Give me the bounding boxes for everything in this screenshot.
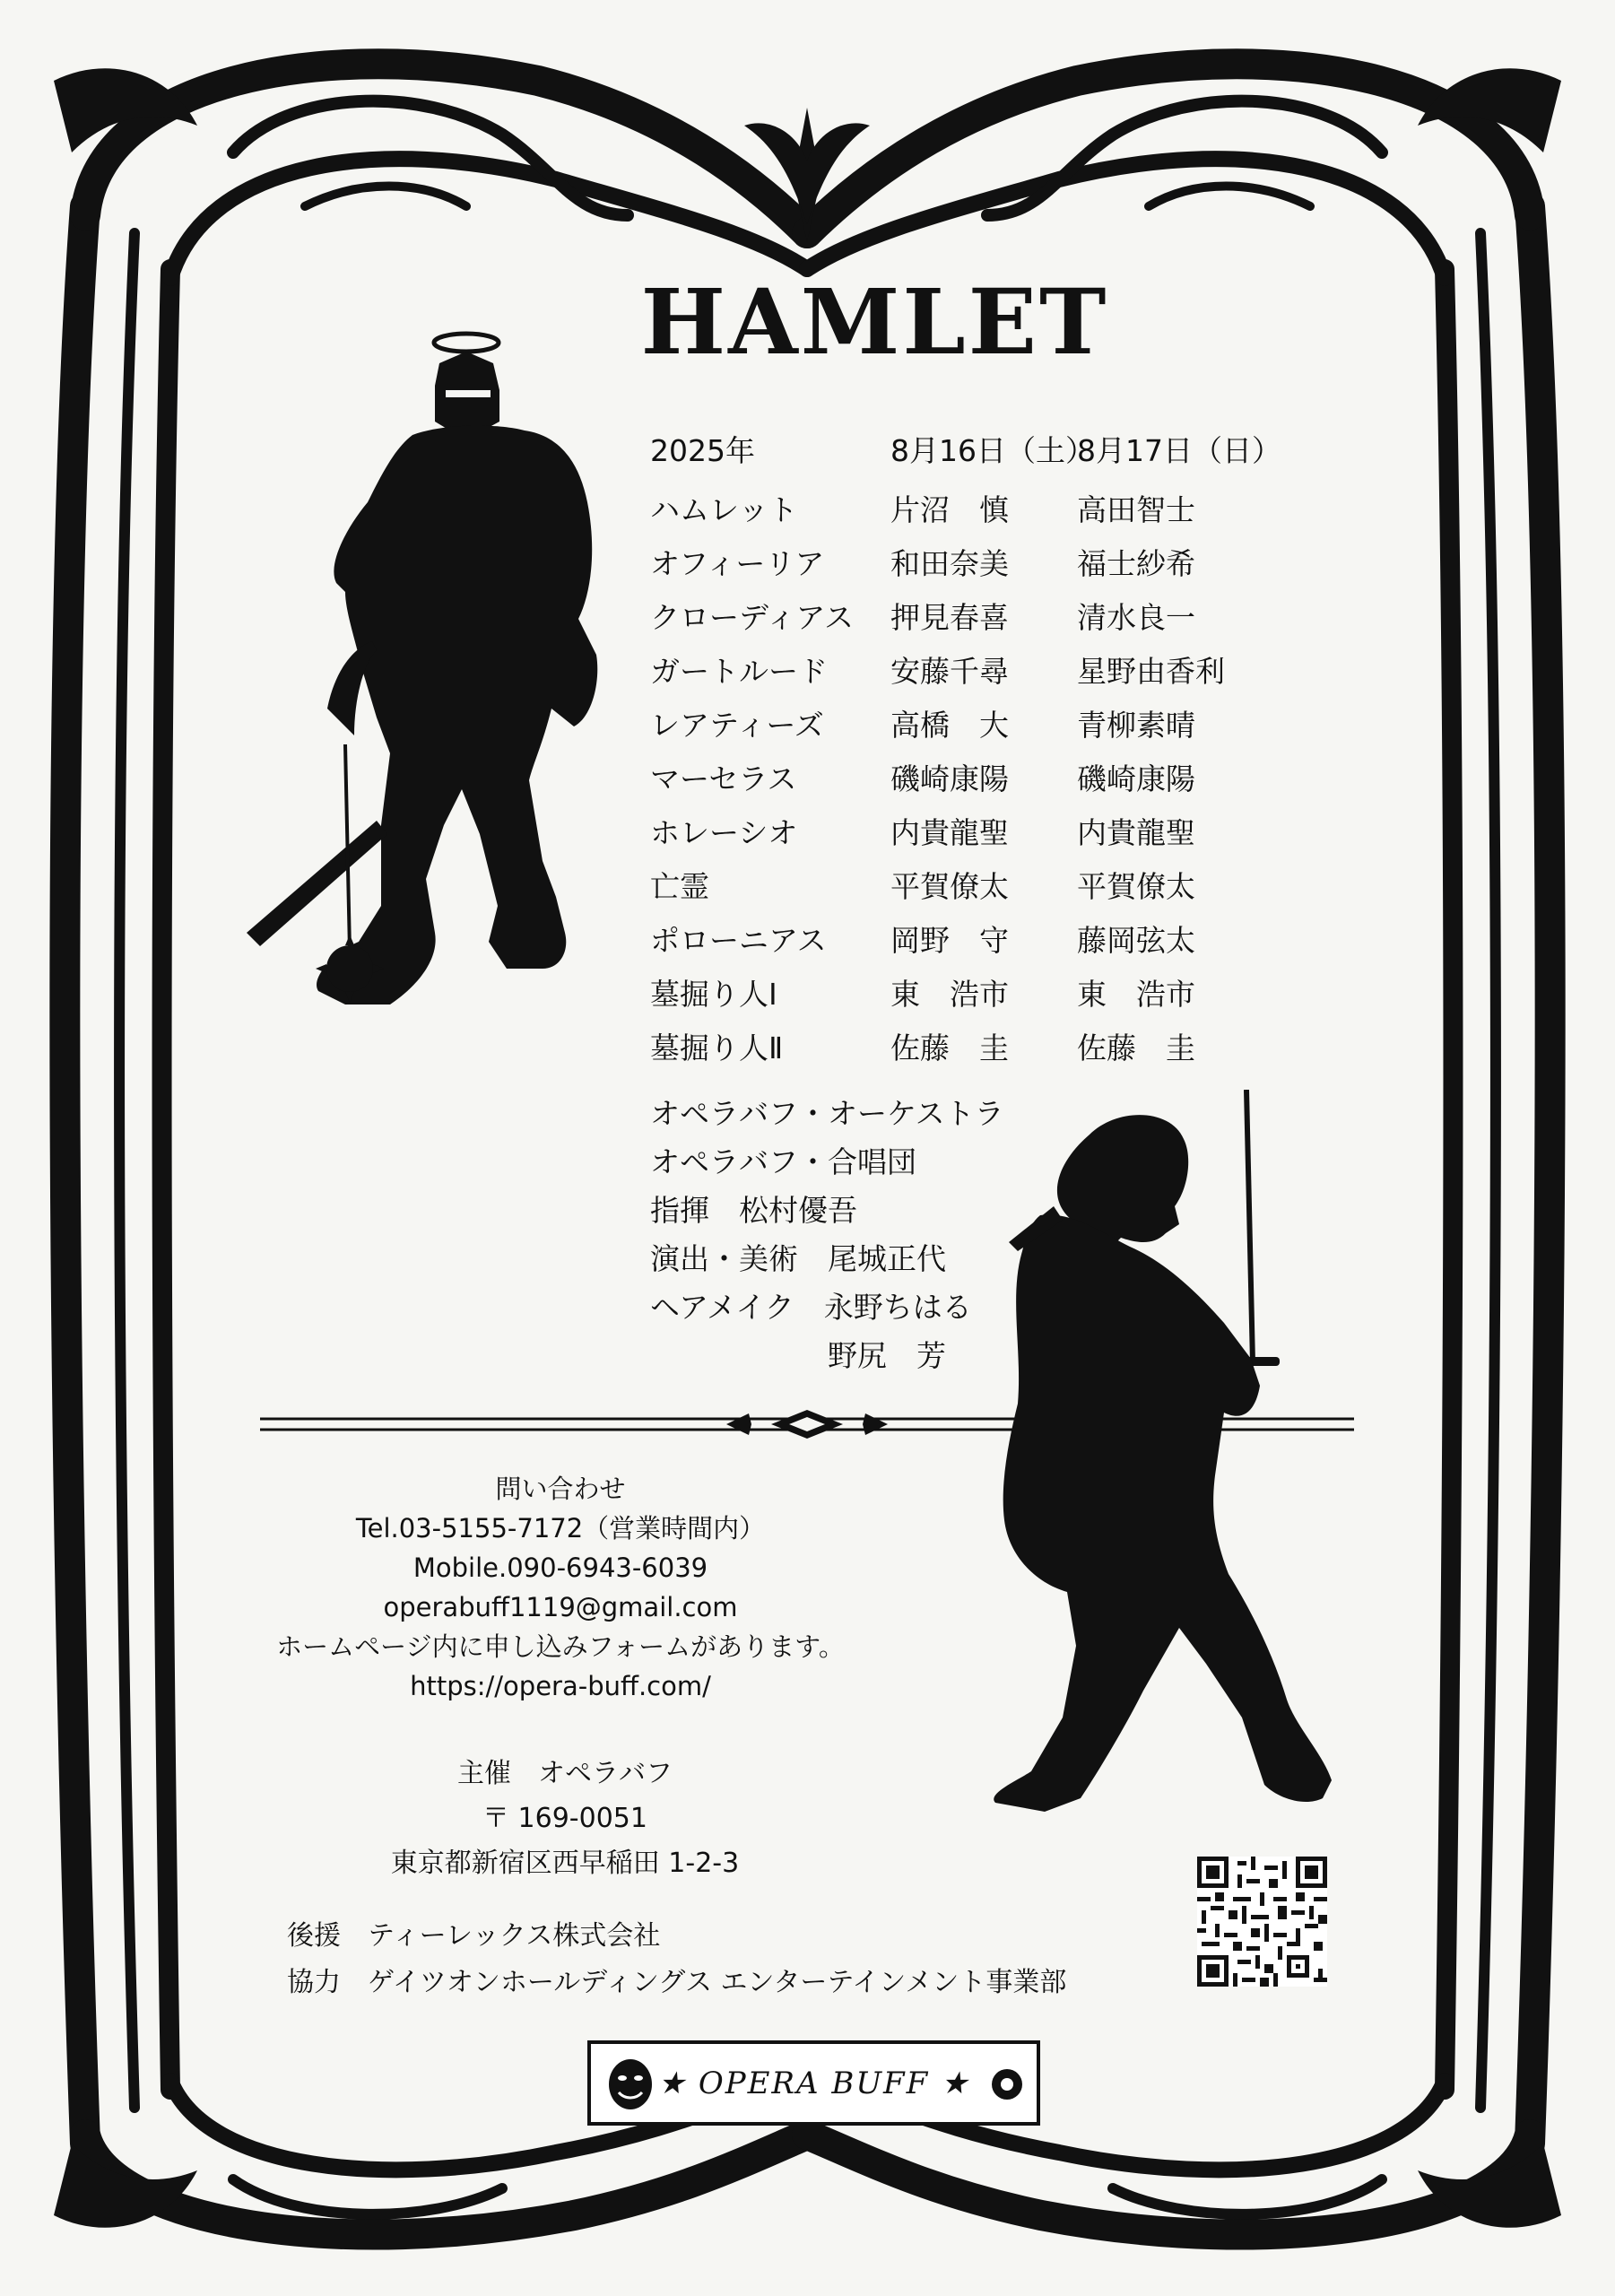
organizer-section <box>323 1752 807 1886</box>
table-row <box>650 481 1296 535</box>
table-row <box>650 1019 1296 1073</box>
opera-buff-logo <box>587 2040 1040 2126</box>
cast-role: 墓掘り人Ⅰ <box>650 976 777 1012</box>
mask-face-icon <box>603 2057 657 2112</box>
cast-role: ポローニアス <box>650 922 827 958</box>
contact-url: https://opera-buff.com/ <box>410 1671 711 1701</box>
cast-day1: 磯崎康陽 <box>890 761 1009 796</box>
list-item: オペラバフ・合唱団 <box>650 1144 916 1179</box>
contact-heading: 問い合わせ <box>495 1474 626 1504</box>
cast-day2: 福士紗希 <box>1077 545 1195 581</box>
cast-day2: 平賀僚太 <box>1077 868 1195 904</box>
cast-day2: 東 浩市 <box>1077 976 1195 1012</box>
circle-emblem-icon <box>990 2067 1024 2101</box>
cast-day1: 岡野 守 <box>890 922 1009 958</box>
cast-day1: 平賀僚太 <box>890 868 1009 904</box>
cast-role: ホレーシオ <box>650 814 798 850</box>
cast-day1: 押見春喜 <box>890 599 1009 635</box>
cast-day1: 東 浩市 <box>890 976 1009 1012</box>
page-title: HAMLET <box>640 269 1109 375</box>
contact-note: ホームページ内に申し込みフォームがあります。 <box>276 1631 845 1662</box>
table-row <box>650 804 1296 857</box>
cast-day1: 和田奈美 <box>890 545 1009 581</box>
ornamental-divider <box>260 1408 1354 1440</box>
cast-day2: 磯崎康陽 <box>1077 761 1195 796</box>
cast-role: 墓掘り人Ⅱ <box>650 1030 784 1065</box>
cast-day2: 清水良一 <box>1077 599 1195 635</box>
cast-role: レアティーズ <box>650 707 824 743</box>
cast-day2: 藤岡弦太 <box>1077 922 1195 958</box>
contact-mobile: Mobile.090-6943-6039 <box>412 1552 708 1583</box>
cast-role: オフィーリア <box>650 545 825 581</box>
cast-role: ハムレット <box>650 491 798 527</box>
table-row <box>650 535 1296 588</box>
knight-silhouette-icon <box>211 323 623 1076</box>
organizer-label: 主催 オペラバフ <box>457 1758 673 1789</box>
support-line: 後援 ティーレックス株式会社 <box>287 1920 661 1952</box>
cast-role: 亡霊 <box>650 868 709 904</box>
cast-day1: 高橋 大 <box>890 707 1009 743</box>
cast-day1: 安藤千尋 <box>890 653 1009 689</box>
cast-role: クローディアス <box>650 599 855 635</box>
logo-text: ★ OPERA BUFF ★ <box>657 2065 970 2101</box>
table-row <box>650 696 1296 750</box>
table-row <box>650 750 1296 804</box>
qr-code-icon <box>1197 1857 1327 1987</box>
cast-table <box>650 422 1296 1073</box>
table-row <box>650 965 1296 1019</box>
cast-day1: 内貴龍聖 <box>890 814 1009 850</box>
list-item: 野尻 芳 <box>650 1338 946 1373</box>
cast-day2: 佐藤 圭 <box>1077 1030 1195 1065</box>
list-item: オペラバフ・オーケストラ <box>650 1096 1004 1131</box>
organizer-address: 東京都新宿区西早稲田 1-2-3 <box>390 1848 740 1879</box>
cast-day2: 高田智士 <box>1077 491 1195 527</box>
cast-day2-date: 8月17日（日） <box>1077 432 1281 468</box>
table-row <box>650 588 1296 642</box>
cast-role: マーセラス <box>650 761 797 796</box>
list-item: 演出・美術 尾城正代 <box>650 1241 946 1276</box>
cast-day2: 内貴龍聖 <box>1077 814 1195 850</box>
list-item: ヘアメイク 永野ちはる <box>650 1290 972 1325</box>
cast-day1-date: 8月16日（土） <box>890 432 1095 468</box>
support-section <box>287 1913 1184 2006</box>
cast-year: 2025年 <box>650 432 755 468</box>
table-row <box>650 911 1296 965</box>
staff-list <box>650 1090 1188 1380</box>
list-item: 指揮 松村優吾 <box>650 1193 857 1228</box>
cast-day1: 佐藤 圭 <box>890 1030 1009 1065</box>
cast-day2: 星野由香利 <box>1077 653 1225 689</box>
cast-day2: 青柳素晴 <box>1077 707 1195 743</box>
table-row <box>650 642 1296 696</box>
table-row <box>650 857 1296 911</box>
contact-tel: Tel.03-5155-7172（営業時間内） <box>355 1513 766 1544</box>
cast-header-row <box>650 422 1296 475</box>
organizer-postal: 〒 169-0051 <box>482 1803 647 1834</box>
contact-section <box>269 1469 852 1706</box>
support-line: 協力 ゲイツオンホールディングス エンターテインメント事業部 <box>287 1967 1067 1998</box>
cast-day1: 片沼 慎 <box>890 491 1009 527</box>
cast-role: ガートルード <box>650 653 828 689</box>
contact-email: operabuff1119@gmail.com <box>383 1592 738 1622</box>
